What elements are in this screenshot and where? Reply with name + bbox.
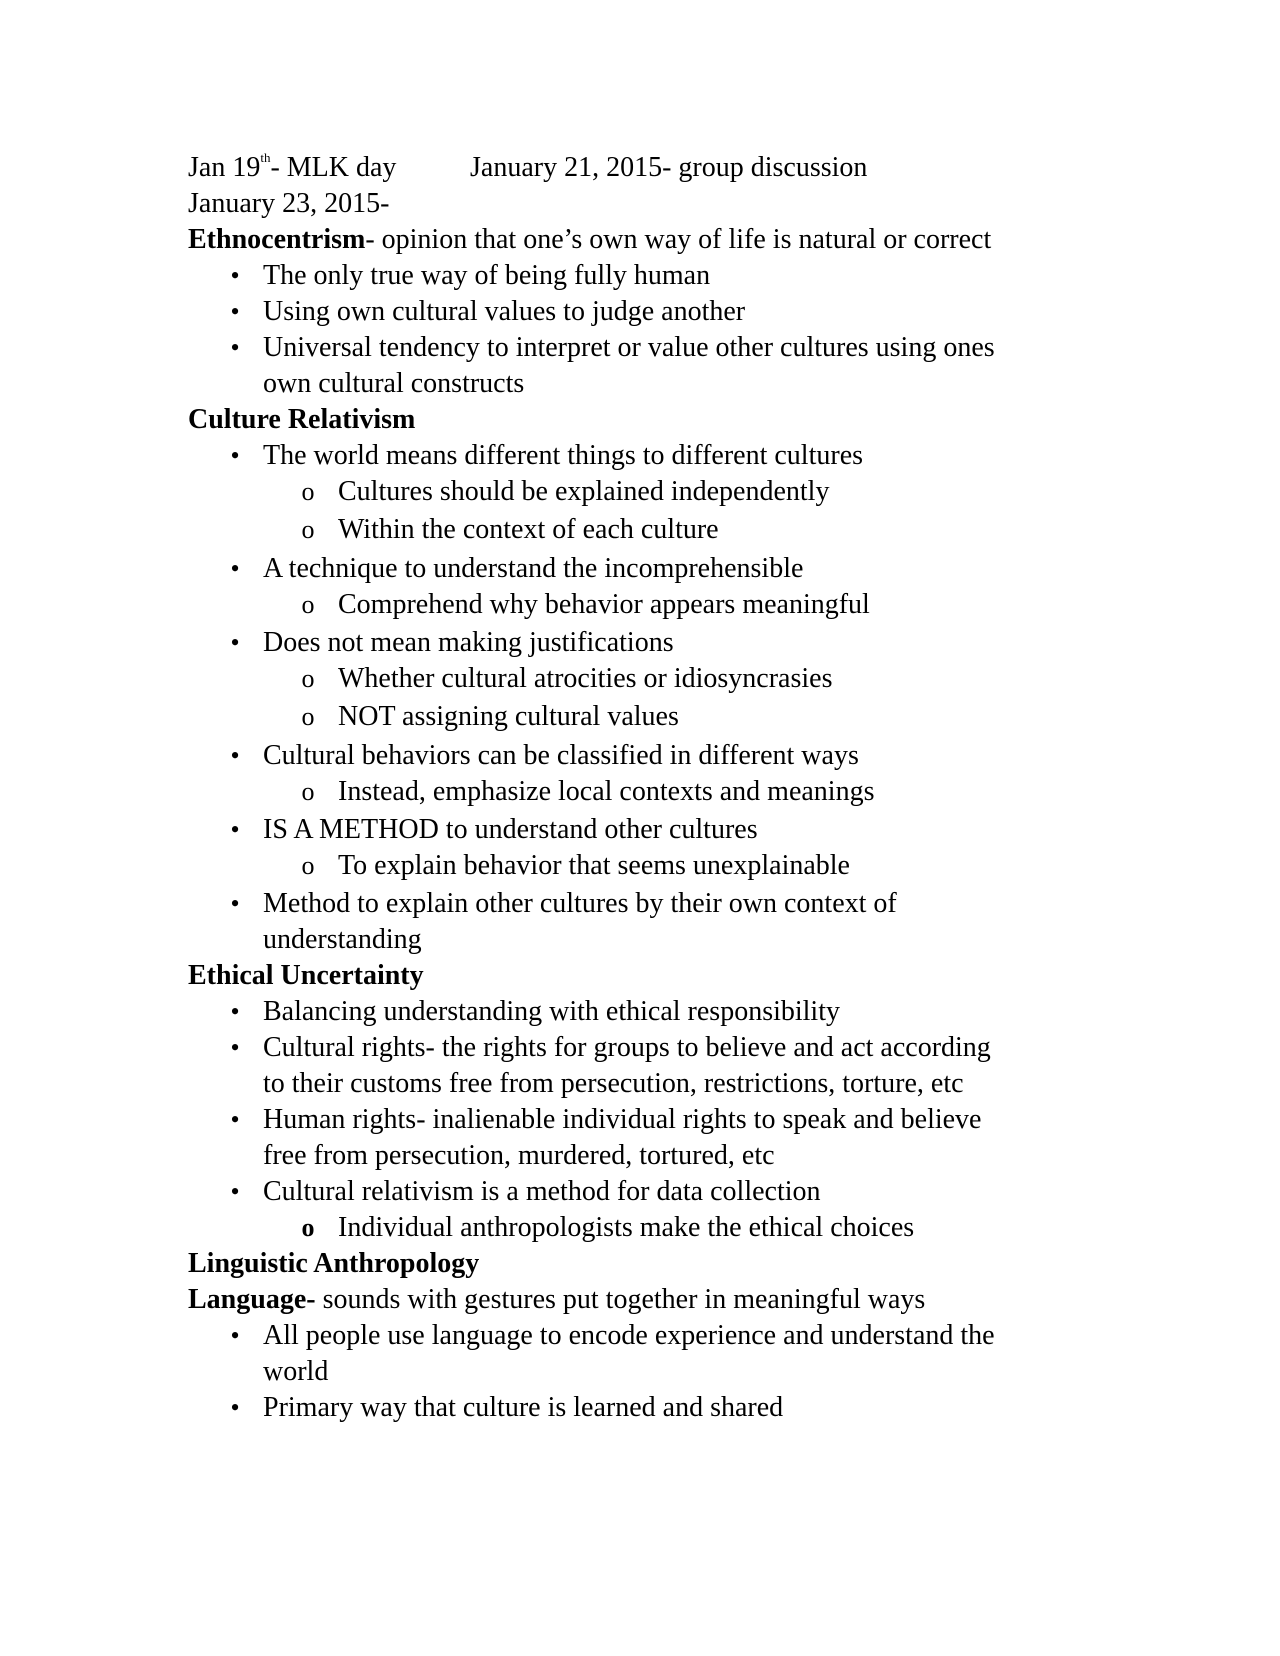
list-item: The world means different things to different cultures: [263, 440, 864, 471]
date-line-1: [188, 150, 396, 186]
list-item: Cultural relativism is a method for data collection: [263, 1176, 821, 1207]
sub-list-item: To explain behavior that seems unexplainable: [338, 850, 850, 881]
list-item-continuation: to their customs free from persecution, restrictions, torture, etc: [263, 1068, 964, 1099]
list-item: Universal tendency to interpret or value other cultures using ones: [263, 332, 995, 363]
sub-bullet-marker: o: [301, 664, 315, 693]
date-line-2: January 23, 2015-: [188, 188, 390, 219]
mlk-day-label: - MLK day: [270, 152, 397, 183]
list-item: IS A METHOD to understand other cultures: [263, 814, 758, 845]
bullet-marker: •: [230, 628, 240, 657]
bullet-marker: •: [230, 554, 240, 583]
bullet-marker: •: [230, 261, 240, 290]
sub-bullet-marker: o: [301, 1213, 315, 1242]
date-jan-19: Jan 19: [188, 152, 261, 183]
list-item: Using own cultural values to judge another: [263, 296, 746, 327]
language-text: sounds with gestures put together in meaningful ways: [315, 1284, 926, 1315]
sub-bullet-marker: o: [301, 477, 315, 506]
list-item: Cultural rights- the rights for groups to believe and act according: [263, 1032, 991, 1063]
section-heading: Culture Relativism: [188, 404, 416, 435]
list-item: Balancing understanding with ethical responsibility: [263, 996, 840, 1027]
sub-bullet-marker: o: [301, 515, 315, 544]
list-item: All people use language to encode experience and understand the: [263, 1320, 995, 1351]
list-item-continuation: own cultural constructs: [263, 368, 525, 399]
list-item: Human rights- inalienable individual rights to speak and believe: [263, 1104, 982, 1135]
ethnocentrism-definition: [188, 222, 991, 258]
sub-list-item: NOT assigning cultural values: [338, 701, 679, 732]
date-jan-21-line: January 21, 2015- group discussion: [470, 152, 868, 183]
list-item: A technique to understand the incomprehensible: [263, 553, 804, 584]
sub-bullet-marker: o: [301, 590, 315, 619]
list-item: Primary way that culture is learned and shared: [263, 1392, 784, 1423]
date-superscript: th: [260, 150, 271, 165]
bullet-marker: •: [230, 1033, 240, 1062]
list-item-continuation: understanding: [263, 924, 422, 955]
list-item: The only true way of being fully human: [263, 260, 711, 291]
bullet-marker: •: [230, 1105, 240, 1134]
sub-list-item: Instead, emphasize local contexts and meanings: [338, 776, 875, 807]
sub-bullet-marker: o: [301, 851, 315, 880]
sub-list-item: Within the context of each culture: [338, 514, 719, 545]
language-term: Language-: [188, 1284, 316, 1315]
sub-bullet-marker: o: [301, 777, 315, 806]
ethnocentrism-term: Ethnocentrism: [188, 224, 366, 255]
sub-bullet-marker: o: [301, 702, 315, 731]
list-item-continuation: free from persecution, murdered, tortured, etc: [263, 1140, 775, 1171]
bullet-marker: •: [230, 997, 240, 1026]
bullet-marker: •: [230, 333, 240, 362]
bullet-marker: •: [230, 297, 240, 326]
section-heading: Ethical Uncertainty: [188, 960, 424, 991]
bullet-marker: •: [230, 1393, 240, 1422]
list-item: Cultural behaviors can be classified in different ways: [263, 740, 859, 771]
sub-list-item: Individual anthropologists make the ethical choices: [338, 1212, 915, 1243]
bullet-marker: •: [230, 1177, 240, 1206]
bullet-marker: •: [230, 889, 240, 918]
sub-list-item: Whether cultural atrocities or idiosyncrasies: [338, 663, 833, 694]
list-item: Does not mean making justifications: [263, 627, 674, 658]
list-item-continuation: world: [263, 1356, 329, 1387]
language-definition: [188, 1282, 925, 1318]
bullet-marker: •: [230, 1321, 240, 1350]
sub-list-item: Comprehend why behavior appears meaningful: [338, 589, 870, 620]
section-heading: Linguistic Anthropology: [188, 1248, 480, 1279]
bullet-marker: •: [230, 441, 240, 470]
list-item: Method to explain other cultures by their own context of: [263, 888, 897, 919]
ethnocentrism-text: - opinion that one’s own way of life is natural or correct: [365, 224, 992, 255]
bullet-marker: •: [230, 741, 240, 770]
sub-list-item: Cultures should be explained independently: [338, 476, 830, 507]
bullet-marker: •: [230, 815, 240, 844]
